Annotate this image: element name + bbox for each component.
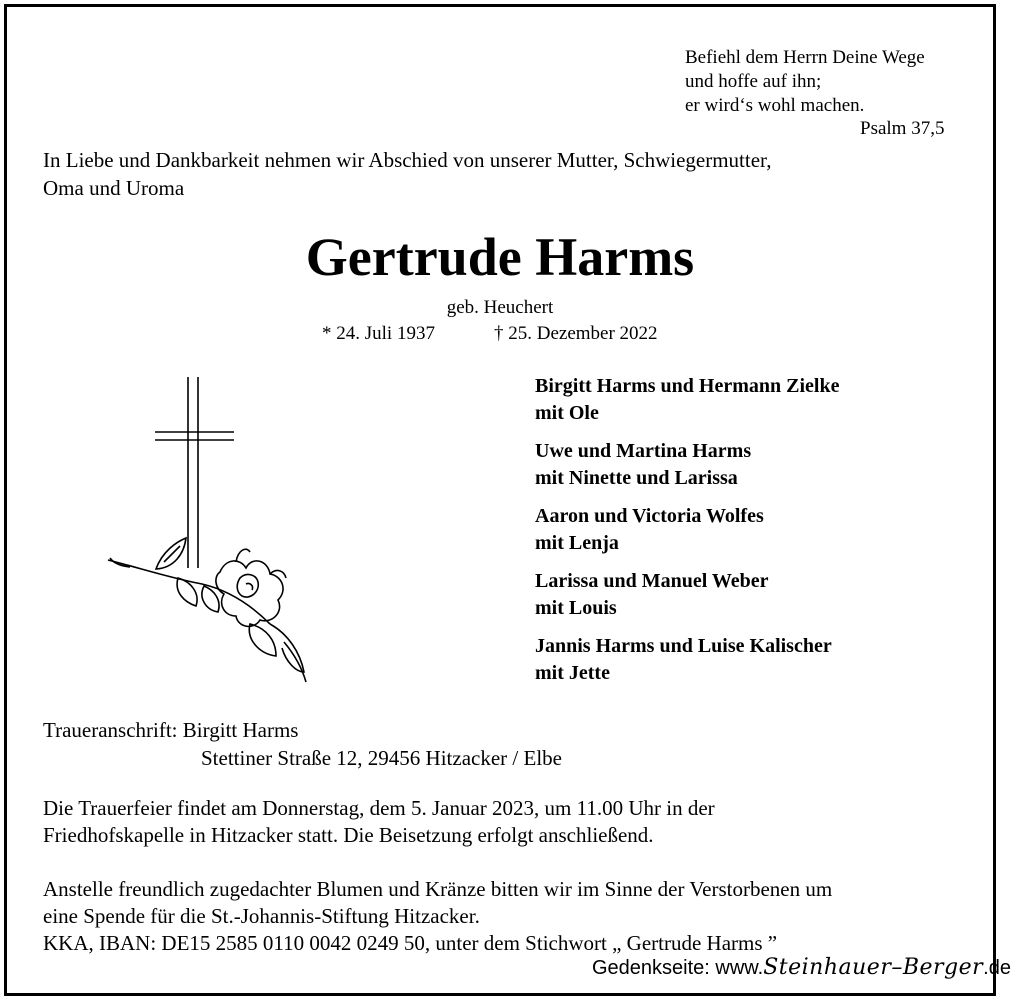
donation-line: eine Spende für die St.-Johannis-Stiftung Hitzacker. — [43, 904, 480, 928]
cross-with-rose-icon — [100, 372, 320, 692]
family-children: mit Louis — [535, 597, 617, 619]
family-children: mit Lenja — [535, 532, 619, 554]
family-names: Jannis Harms und Luise Kalischer — [535, 635, 832, 657]
memorial-brand-logo: Steinhauer–Berger — [763, 955, 984, 980]
memorial-page-link[interactable] — [592, 955, 1011, 980]
funeral-details — [43, 795, 715, 849]
address-street: Stettiner Straße 12, 29456 Hitzacker / Elbe — [201, 746, 562, 770]
address-label: Traueranschrift: — [43, 718, 178, 742]
donation-line: Anstelle freundlich zugedachter Blumen und Kränze bitten wir im Sinne der Verstorbenen um — [43, 877, 833, 901]
intro-line: Oma und Uroma — [43, 176, 185, 200]
family-entry — [535, 438, 839, 492]
funeral-line: Friedhofskapelle in Hitzacker statt. Die Beisetzung erfolgt anschließend. — [43, 823, 654, 847]
family-names: Aaron und Victoria Wolfes — [535, 505, 764, 527]
family-children: mit Ninette und Larissa — [535, 467, 738, 489]
birth-date: * 24. Juli 1937 — [322, 323, 435, 344]
donation-request — [43, 876, 832, 957]
donation-bank-details: KKA, IBAN: DE15 2585 0110 0042 0249 50, unter dem Stichwort „ Gertrude Harms ” — [43, 931, 778, 955]
memorial-suffix: .de — [983, 957, 1011, 979]
family-list — [535, 373, 839, 698]
deceased-name: Gertrude Harms — [305, 227, 695, 287]
psalm-line: Befiehl dem Herrn Deine Wege — [685, 47, 925, 68]
family-children: mit Jette — [535, 662, 610, 684]
mourning-address — [43, 716, 562, 772]
address-name: Birgitt Harms — [182, 718, 299, 742]
intro-text — [43, 146, 771, 202]
psalm-verse — [685, 46, 925, 118]
family-entry — [535, 633, 839, 687]
funeral-line: Die Trauerfeier findet am Donnerstag, dem 5. Januar 2023, um 11.00 Uhr in der — [43, 796, 715, 820]
family-entry — [535, 503, 839, 557]
memorial-prefix: Gedenkseite: www. — [592, 957, 764, 979]
maiden-name: geb. Heuchert — [446, 297, 554, 318]
family-names: Birgitt Harms und Hermann Zielke — [535, 375, 840, 397]
family-entry — [535, 373, 839, 427]
family-names: Uwe und Martina Harms — [535, 440, 752, 462]
psalm-line: er wird‘s wohl machen. — [685, 95, 865, 116]
psalm-reference: Psalm 37,5 — [860, 118, 945, 139]
death-date: † 25. Dezember 2022 — [494, 323, 658, 344]
family-children: mit Ole — [535, 402, 599, 424]
family-names: Larissa und Manuel Weber — [535, 570, 769, 592]
family-entry — [535, 568, 839, 622]
intro-line: In Liebe und Dankbarkeit nehmen wir Abschied von unserer Mutter, Schwiegermutter, — [43, 148, 772, 172]
psalm-line: und hoffe auf ihn; — [685, 71, 822, 92]
